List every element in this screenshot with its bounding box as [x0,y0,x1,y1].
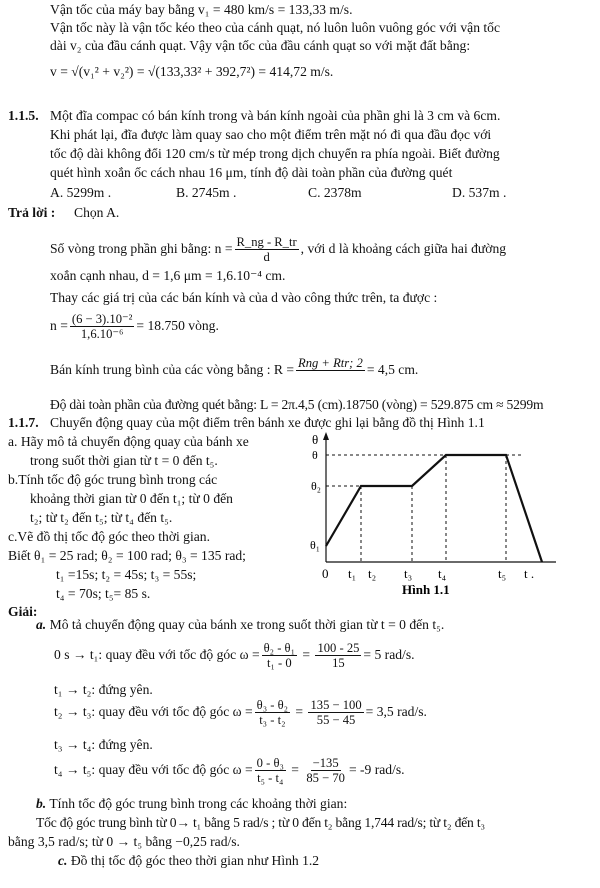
task-b-line-1: b.Tính tốc độ góc trung bình trong các [8,472,218,487]
problem-115-line-3: tốc độ dài không đổi 120 cm/s từ mép trong dịch chuyển ra phía ngoài. Biết đường [50,146,500,161]
problem-115-line-2: Khi phát lại, đĩa được làm quay sao cho một điểm trên mặt nó đi qua đầu đọc với [50,127,492,142]
task-a-line-1: a. Hãy mô tả chuyển động quay của bánh xe [8,434,249,449]
problem-117-intro: Chuyển động quay của một điểm trên bánh xe được ghi lại bằng đồ thị Hình 1.1 [50,415,485,430]
theta-axis-label: θ [312,432,319,447]
t2-label: t₂ [368,566,377,581]
part-b-line-2: bằng 3,5 rad/s; từ 0 → t₅ bằng −0,25 rad/s. [8,834,240,849]
theta3-label: θ [312,448,318,462]
option-d: D. 537m . [452,185,507,200]
origin-label: 0 [322,566,329,581]
part-b-line-1: Tốc độ góc trung bình từ 0→ t₁ bằng 5 rad/s ; từ 0 đến t₂ bằng 1,744 rad/s; từ t₂ đến t₃ [36,815,485,830]
task-c-line: c.Vẽ đồ thị tốc độ góc theo thời gian. [8,529,210,544]
t1-label: t₁ [348,566,357,581]
t-axis-label: t . [524,566,535,581]
velocity-line-3: dài v₂ của đầu cánh quạt. Vậy vận tốc của đầu cánh quạt so với mặt đất bằng: [50,38,471,53]
t5-label: t₅ [498,566,507,581]
part-a-heading: a. Mô tả chuyển động quay của bánh xe trong suốt thời gian từ t = 0 đến t₅. [36,617,445,632]
segment-5-formula: t₄ → t₅: quay đều với tốc độ góc ω = $\frac{\text{0 - θ₃}}{\text{t₅ - t₄}}$ = $\frac{-135}{85 - 70}$ = -9 rad/s. [54,756,405,786]
option-b: B. 2745m . [176,185,237,200]
problem-115-line-4: quét hình xoắn ốc cách nhau 16 μm, tính độ dài toàn phần của đường quét [50,165,453,180]
solution-label: Giải: [8,604,38,619]
answer-choice: Chọn A. [74,205,120,220]
substitute-line: Thay các giá trị của các bán kính và của d vào công thức trên, ta được : [50,290,438,305]
angle-time-graph [306,430,566,600]
task-b-line-3: t₂; từ t₂ đến t₅; từ t₄ đến t₅. [30,510,173,525]
theta2-label: θ₂ [311,479,321,493]
given-line-1: Biết θ₁ = 25 rad; θ₂ = 100 rad; θ₃ = 135 rad; [8,548,246,563]
problem-115-line-1: Một đĩa compac có bán kính trong và bán kính ngoài của phần ghi là 3 cm và 6cm. [50,108,501,123]
answer-label: Trả lời : [8,205,56,220]
task-b-line-2: khoảng thời gian từ 0 đến t₁; từ 0 đến [30,491,233,506]
velocity-line-2: Vận tốc này là vận tốc kéo theo của cánh quạt, nó luôn luôn vuông góc với vận tốc [50,20,500,35]
angle-axis-arrow [323,432,329,440]
mean-radius-formula: Bán kính trung bình của các vòng bằng : R = Rng + Rtr; 2 = 4,5 cm. [50,356,419,377]
rings-count-formula: Số vòng trong phần ghi bằng: n = $\frac{R\_ng - R\_tr}{d}$ , với d là khoảng cách giữa hai đường [50,235,507,265]
angle-curve [326,455,542,562]
spacing-value: xoắn cạnh nhau, d = 1,6 μm = 1,6.10⁻⁴ cm. [50,268,286,283]
segment-1-formula: 0 s → t₁: quay đều với tốc độ góc ω = $\frac{\text{θ₂ - θ₁}}{\text{t₁ - 0}}$ = $\frac{100 - 25}{15}$ = 5 rad/s. [54,641,415,671]
t3-label: t₃ [404,566,413,581]
given-line-3: t₄ = 70s; t₅= 85 s. [56,586,151,601]
theta1-label: θ₁ [310,538,320,552]
total-length-result: Độ dài toàn phần của đường quét bằng: L = 2π.4,5 (cm).18750 (vòng) = 529.875 cm ≈ 5299m [50,397,544,412]
problem-number-115: 1.1.5. [8,108,39,123]
task-a-line-2: trong suốt thời gian từ t = 0 đến t₅. [30,453,218,468]
option-a: A. 5299m . [50,185,112,200]
part-c-heading: c. Đồ thị tốc độ góc theo thời gian như Hình 1.2 [58,853,320,868]
given-line-2: t₁ =15s; t₂ = 45s; t₃ = 55s; [56,567,197,582]
segment-3-formula: t₂ → t₃: quay đều với tốc độ góc ω = $\frac{\text{θ₃ - θ₂}}{\text{t₃ - t₂}}$ = $\frac{135 - 100}{55 - 45}$ = 3,5 rad/s. [54,698,427,728]
velocity-line-1: Vận tốc của máy bay bằng v₁ = 480 km/s = 133,33 m/s. [50,2,353,17]
part-b-heading: b. Tính tốc độ góc trung bình trong các khoảng thời gian: [36,796,348,811]
problem-number-117: 1.1.7. [8,415,39,430]
option-c: C. 2378m [308,185,362,200]
figure-caption: Hình 1.1 [402,582,450,597]
segment-2-text: t₁ → t₂: đứng yên. [54,682,153,697]
segment-4-text: t₃ → t₄: đứng yên. [54,737,153,752]
velocity-formula: v = √(v₁² + v₂²) = √(133,33² + 392,7²) = 414,72 m/s. [50,64,334,79]
t4-label: t₄ [438,566,447,581]
rings-count-result: n = $\frac{\text{(6 − 3).10⁻²}}{\text{1,6.10⁻⁶}}$ = 18.750 vòng. [50,312,219,342]
